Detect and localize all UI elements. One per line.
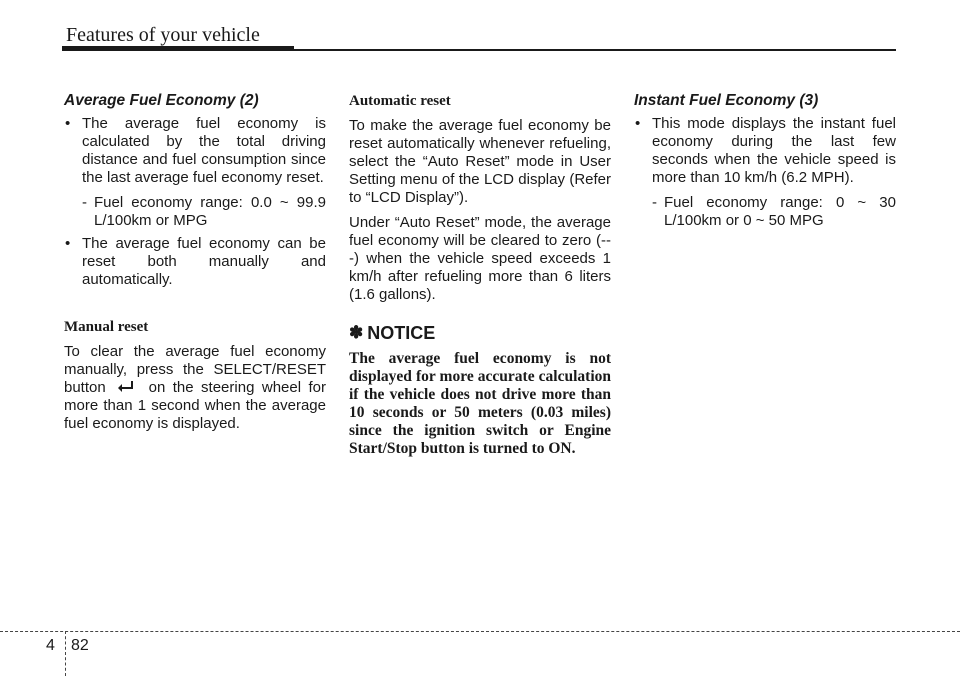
column-2 [349, 92, 611, 458]
manual-reset-text: To clear the average fuel economy manually, press the SELECT/RESET button on the steering wheel for more than 1 second when the average fuel economy is displayed. [64, 343, 326, 432]
manual-reset-title: Manual reset [64, 319, 149, 335]
automatic-reset-title: Automatic reset [349, 93, 451, 109]
notice-body: The average fuel economy is not displayed for more accurate calculation if the vehicle does not drive more than 10 seconds or 50 meters (0.03 miles) since the ignition switch or Engine Start/Stop button is turned to ON. [349, 350, 611, 457]
automatic-reset-paragraph-2: Under “Auto Reset” mode, the average fuel economy will be cleared to zero (---) when the vehicle speed exceeds 1 km/h after refueling more than 6 liters (1.6 gallons). [349, 214, 611, 303]
header-bar-thick [62, 46, 294, 51]
header-title: Features of your vehicle [66, 24, 260, 46]
dash-mark: - [82, 194, 87, 211]
enter-return-icon [116, 380, 138, 394]
bullet-item: • The average fuel economy can be reset both manually and automatically. [64, 235, 326, 289]
bullet-item: • This mode displays the instant fuel economy during the last few seconds when the vehicle speed is more than 10 km/h (6.2 MPH). [634, 115, 896, 187]
column-1 [64, 92, 326, 440]
section-title-average-fuel-economy: Average Fuel Economy (2) [64, 92, 259, 109]
footer-vertical-divider [65, 631, 66, 676]
notice-star-icon: ✽ [349, 323, 364, 342]
dash-mark: - [652, 194, 657, 211]
page-number: 82 [71, 637, 89, 654]
dash-item [634, 194, 896, 230]
bullet-item: • The average fuel economy is calculated by the total driving distance and fuel consumption since the last average fuel economy reset. [64, 115, 326, 187]
automatic-reset-paragraph-1: To make the average fuel economy be reset automatically whenever refueling, select the “Auto Reset” mode in User Setting menu of the LCD display (Refer to “LCD Display”). [349, 117, 611, 206]
notice-title: NOTICE [367, 323, 436, 343]
footer-divider [0, 631, 960, 632]
column-3 [634, 92, 896, 235]
section-title-instant-fuel-economy: Instant Fuel Economy (3) [634, 92, 819, 109]
chapter-number: 4 [46, 637, 55, 654]
dash-item [64, 194, 326, 230]
header-bar-thin [294, 49, 896, 51]
dash-text: Fuel economy range: 0.0 ~ 99.9 L/100km or MPG [94, 194, 326, 229]
dash-text: Fuel economy range: 0 ~ 30 L/100km or 0 ~ 50 MPG [664, 194, 896, 229]
notice-heading [349, 324, 611, 342]
